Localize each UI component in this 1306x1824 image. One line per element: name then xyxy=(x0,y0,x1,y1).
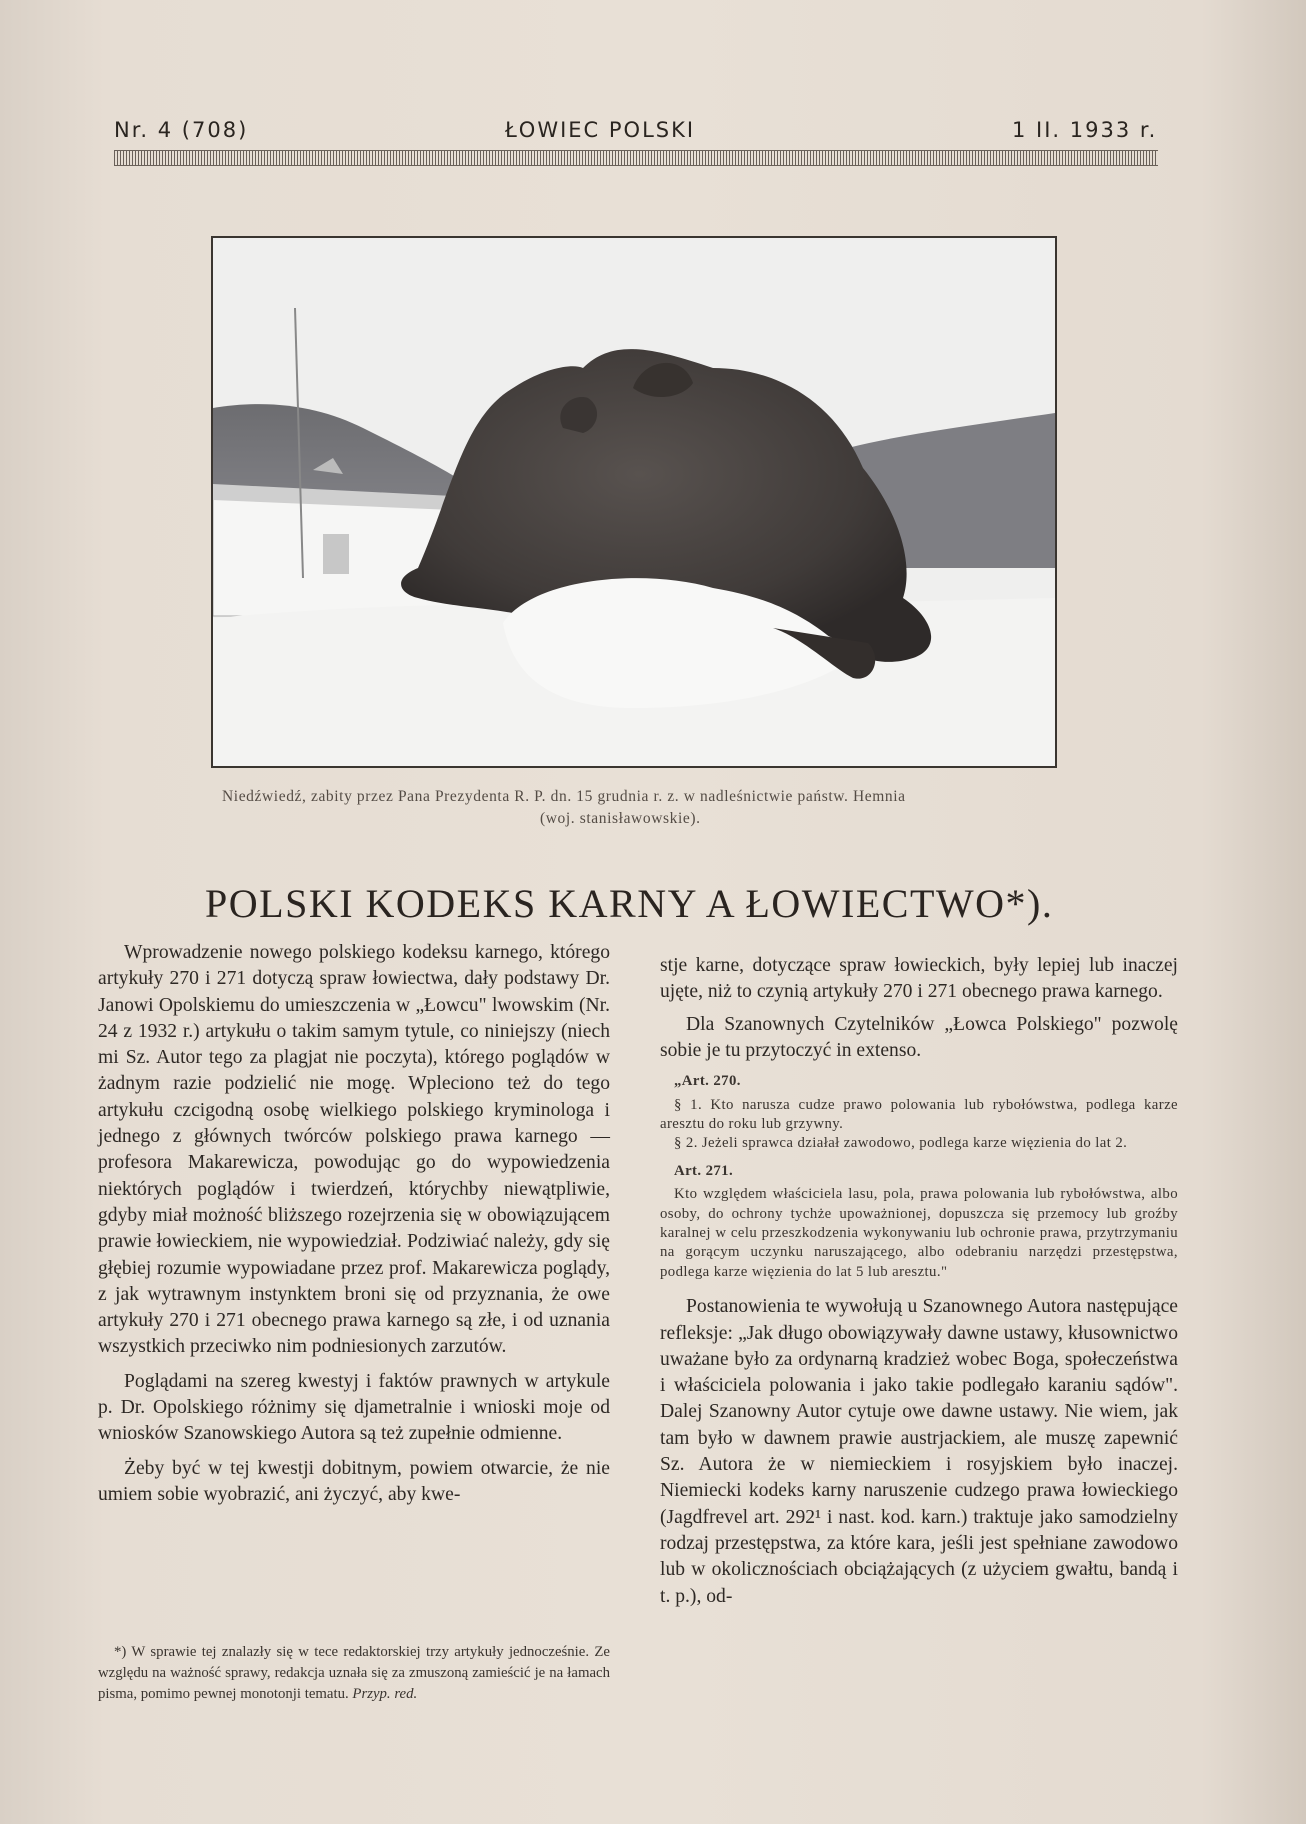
issue-number: Nr. 4 (708) xyxy=(114,118,249,142)
paragraph: Wprowadzenie nowego polskiego kodeksu karnego, którego artykuły 270 i 271 dotyczą spraw łowiectwa, dały podstawy Dr. Janowi Opolskiemu do umieszczenia w „Łowcu" lwowskim (Nr. 24 z 1932 r.) artykułu o takim samym tytule, co niniejszy (niech mi Sz. Autor tego za plagjat nie poczyta), którego poglądów w żadnym razie podzielić nie mogę. Wpleciono też do tego artykułu czcigodną osobę wielkiego polskiego kryminologa i jednego z głównych twórców polskiego prawa karnego — profesora Makarewicza, powodując go do wypowiedzenia niektórych poglądów i twierdzeń, którychby niewątpliwie, gdyby miał możność bliższego rozejrzenia się w obowiązującem prawie łowieckiem, nie wypowiedział. Podziwiać należy, gdy się głębiej rozumie wypowiadane przez prof. Makarewicza poglądy, z jak wytrawnym instynktem broni się od przyznania, że owe artykuły 270 i 271 obecnego prawa karnego są złe, i od uznania wszystkich przeciwko nim podniesionych zarzutów. xyxy=(98,942,610,1358)
article-column-left xyxy=(98,940,610,1508)
header-rule xyxy=(114,150,1158,166)
law-paragraph: § 1. Kto narusza cudze prawo polowania lub rybołówstwa, podlega karze aresztu do roku lub grzywny. xyxy=(660,1096,1178,1132)
paragraph: Dla Szanownych Czytelników „Łowca Polskiego" pozwolę sobie je tu przytoczyć in extenso. xyxy=(660,1013,1178,1061)
footnote-signature: Przyp. red. xyxy=(352,1686,418,1702)
bear-photo xyxy=(211,236,1057,768)
article-title: POLSKI KODEKS KARNY A ŁOWIECTWO*). xyxy=(205,881,1054,926)
photo-caption-line2: (woj. stanisławowskie). xyxy=(540,810,701,827)
issue-date: 1 II. 1933 r. xyxy=(1012,118,1158,142)
journal-title: ŁOWIEC POLSKI xyxy=(505,118,696,142)
paragraph: stje karne, dotyczące spraw łowieckich, były lepiej lub inaczej ujęte, niż to czynią artykuły 270 i 271 obecnego prawa karnego. xyxy=(660,955,1178,1003)
paragraph: Postanowienia te wywołują u Szanownego Autora następujące refleksje: „Jak długo obowiązywały dawne ustawy, kłusownictwo uważane było za ordynarną kradzież wobec Boga, społeczeństwa i właściciela polowania i jako takie podlegało karaniu sądów". Dalej Szanowny Autor cytuje owe dawne ustawy. Nie wiem, jak tam było w dawnem prawie austrjackiem, ale muszę zapewnić Sz. Autora że w niemieckiem i rosyjskiem było inaczej. Niemiecki kodeks karny naruszenie cudzego prawa łowieckiego (Jagdfrevel art. 292¹ i nast. kod. karn.) traktuje jako samodzielny rodzaj przestępstwa, za które kara, jeśli jest spełniane zawodowo lub w okolicznościach obciążających (z użyciem gwałtu, bandą i t. p.), od- xyxy=(660,1296,1178,1607)
law-paragraph: § 2. Jeżeli sprawca działał zawodowo, podlega karze więzienia do lat 2. xyxy=(674,1135,1128,1152)
article-column-right xyxy=(660,953,1178,1610)
law-paragraph: Kto względem właściciela lasu, pola, prawa polowania lub rybołówstwa, albo osoby, do ochrony tychże upoważnionej, dopuszcza się przemocy lub groźby karalnej w celu przeszkodzenia wykonywaniu lub ochronie prawa, przytrzymaniu na gorącym uczynku naruszającego, albo odebraniu narzędzi przestępstwa, podlega karze więzienia do lat 5 lub aresztu." xyxy=(660,1186,1178,1280)
paragraph: Żeby być w tej kwestji dobitnym, powiem otwarcie, że nie umiem sobie wyobrazić, ani życzyć, aby kwe- xyxy=(98,1457,610,1505)
footnote-text: *) W sprawie tej znalazły się w tece redaktorskiej trzy artykuły jednocześnie. Ze względu na ważność sprawy, redakcja uznała się za zmuszoną zamieścić je na łamach pisma, pomimo pewnej monotonji tematu. xyxy=(98,1644,610,1702)
law-article-heading: Art. 271. xyxy=(674,1162,734,1179)
law-quotation xyxy=(660,1072,1178,1282)
law-article-heading: „Art. 270. xyxy=(674,1073,741,1090)
bear-photo-image xyxy=(213,238,1055,766)
paragraph: Poglądami na szereg kwestyj i faktów prawnych w artykule p. Dr. Opolskiego różnimy się djametralnie i wnioski moje od wniosków Szanowskiego Autora są też zupełnie odmienne. xyxy=(98,1370,610,1445)
photo-caption-line1: Niedźwiedź, zabity przez Pana Prezydenta R. P. dn. 15 grudnia r. z. w nadleśnictwie państw. Hemnia xyxy=(222,788,906,805)
footnote xyxy=(98,1642,610,1705)
